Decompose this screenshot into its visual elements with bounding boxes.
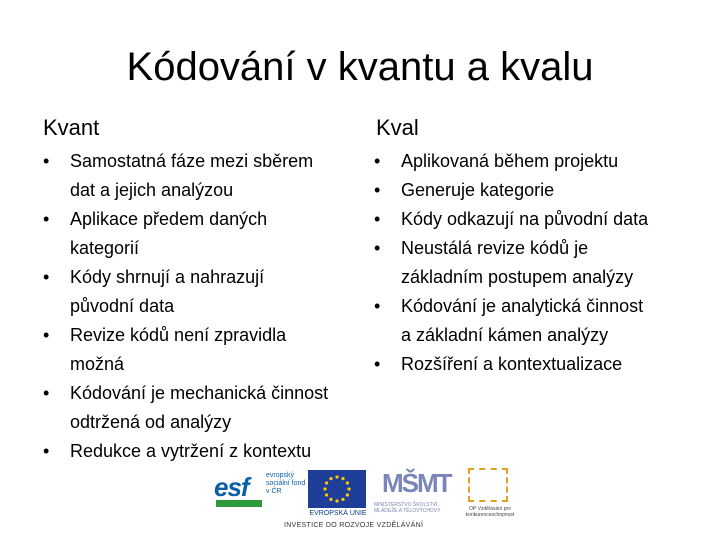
op-logo: [458, 468, 522, 522]
left-bullet-text: Redukce a vytržení z kontextu: [70, 441, 312, 461]
msmt-mark: MŠMT: [382, 468, 451, 498]
esf-mark: esf: [214, 472, 249, 502]
bullet-icon: •: [374, 296, 381, 316]
right-bullet-item: [374, 147, 714, 176]
eu-star-icon: [325, 493, 328, 496]
esf-logo: [212, 466, 306, 522]
right-bullet-text: Kódování je analytická činnost: [401, 296, 644, 316]
left-bullet-text: odtržená od analýzy: [70, 412, 232, 432]
left-bullet-text: Kódy shrnují a nahrazují: [70, 267, 265, 287]
eu-star-icon: [347, 487, 350, 490]
right-bullet-text: Neustálá revize kódů je: [401, 238, 589, 258]
bullet-icon: •: [374, 238, 381, 258]
left-bullet-text: Kódování je mechanická činnost: [70, 383, 329, 403]
left-bullet-item: [43, 321, 393, 379]
left-bullet-item: [43, 205, 393, 263]
left-bullet-item: [43, 263, 393, 321]
bullet-icon: •: [43, 383, 50, 403]
eu-star-icon: [341, 498, 344, 501]
right-column-heading: Kval: [376, 115, 419, 140]
eu-star-icon: [329, 498, 332, 501]
footer-slogan: INVESTICE DO ROZVOJE VZDĚLÁVÁNÍ: [284, 522, 424, 529]
msmt-logo: [374, 466, 451, 522]
bullet-icon: •: [374, 180, 381, 200]
left-bullet-text: původní data: [70, 296, 175, 316]
bullet-icon: •: [374, 209, 381, 229]
right-bullet-item: [374, 176, 714, 205]
right-bullet-item: [374, 205, 714, 234]
left-bullet-text: Samostatná fáze mezi sběrem: [70, 151, 314, 171]
bullet-icon: •: [43, 267, 50, 287]
eu-star-icon: [325, 481, 328, 484]
left-bullet-text: možná: [70, 354, 125, 374]
eu-caption: EVROPSKÁ UNIE: [309, 510, 367, 517]
esf-caption: evropský sociální fond v ČR: [266, 472, 306, 495]
left-bullet-item: [43, 437, 393, 466]
right-bullet-text: a základní kámen analýzy: [401, 325, 609, 345]
eu-star-icon: [335, 499, 338, 502]
right-bullet-text: Generuje kategorie: [401, 180, 555, 200]
right-bullet-item: [374, 234, 714, 292]
eu-star-icon: [329, 477, 332, 480]
bullet-icon: •: [43, 325, 50, 345]
eu-star-icon: [346, 493, 349, 496]
left-bullet-text: Revize kódů není zpravidla: [70, 325, 287, 345]
slide-title: Kódování v kvantu a kvalu: [126, 45, 594, 89]
left-bullet-text: kategorií: [70, 238, 140, 258]
eu-star-icon: [335, 475, 338, 478]
right-bullet-item: [374, 292, 714, 350]
bullet-icon: •: [43, 151, 50, 171]
bullet-icon: •: [43, 209, 50, 229]
right-bullet-item: [374, 350, 714, 379]
eu-flag-icon: [308, 470, 366, 508]
left-bullet-item: [43, 379, 393, 437]
eu-star-icon: [346, 481, 349, 484]
left-bullet-text: dat a jejich analýzou: [70, 180, 234, 200]
left-bullet-list: [43, 147, 393, 466]
eu-star-icon: [323, 487, 326, 490]
bullet-icon: •: [374, 354, 381, 374]
right-bullet-list: [374, 147, 714, 379]
left-column-heading: Kvant: [43, 115, 100, 140]
footer-logos: [212, 466, 528, 530]
left-bullet-item: [43, 147, 393, 205]
left-bullet-text: Aplikace předem daných: [70, 209, 268, 229]
right-bullet-text: Aplikovaná během projektu: [401, 151, 619, 171]
op-caption: OP Vzdělávání pro konkurenceschopnost: [465, 506, 515, 518]
right-bullet-text: základním postupem analýzy: [401, 267, 634, 287]
bullet-icon: •: [43, 441, 50, 461]
eu-star-icon: [341, 477, 344, 480]
right-bullet-text: Rozšíření a kontextualizace: [401, 354, 623, 374]
right-bullet-text: Kódy odkazují na původní data: [401, 209, 649, 229]
bullet-icon: •: [374, 151, 381, 171]
msmt-caption: MINISTERSTVO ŠKOLSTVÍ, MLÁDEŽE A TĚLOVÝCHOVY: [374, 502, 441, 514]
